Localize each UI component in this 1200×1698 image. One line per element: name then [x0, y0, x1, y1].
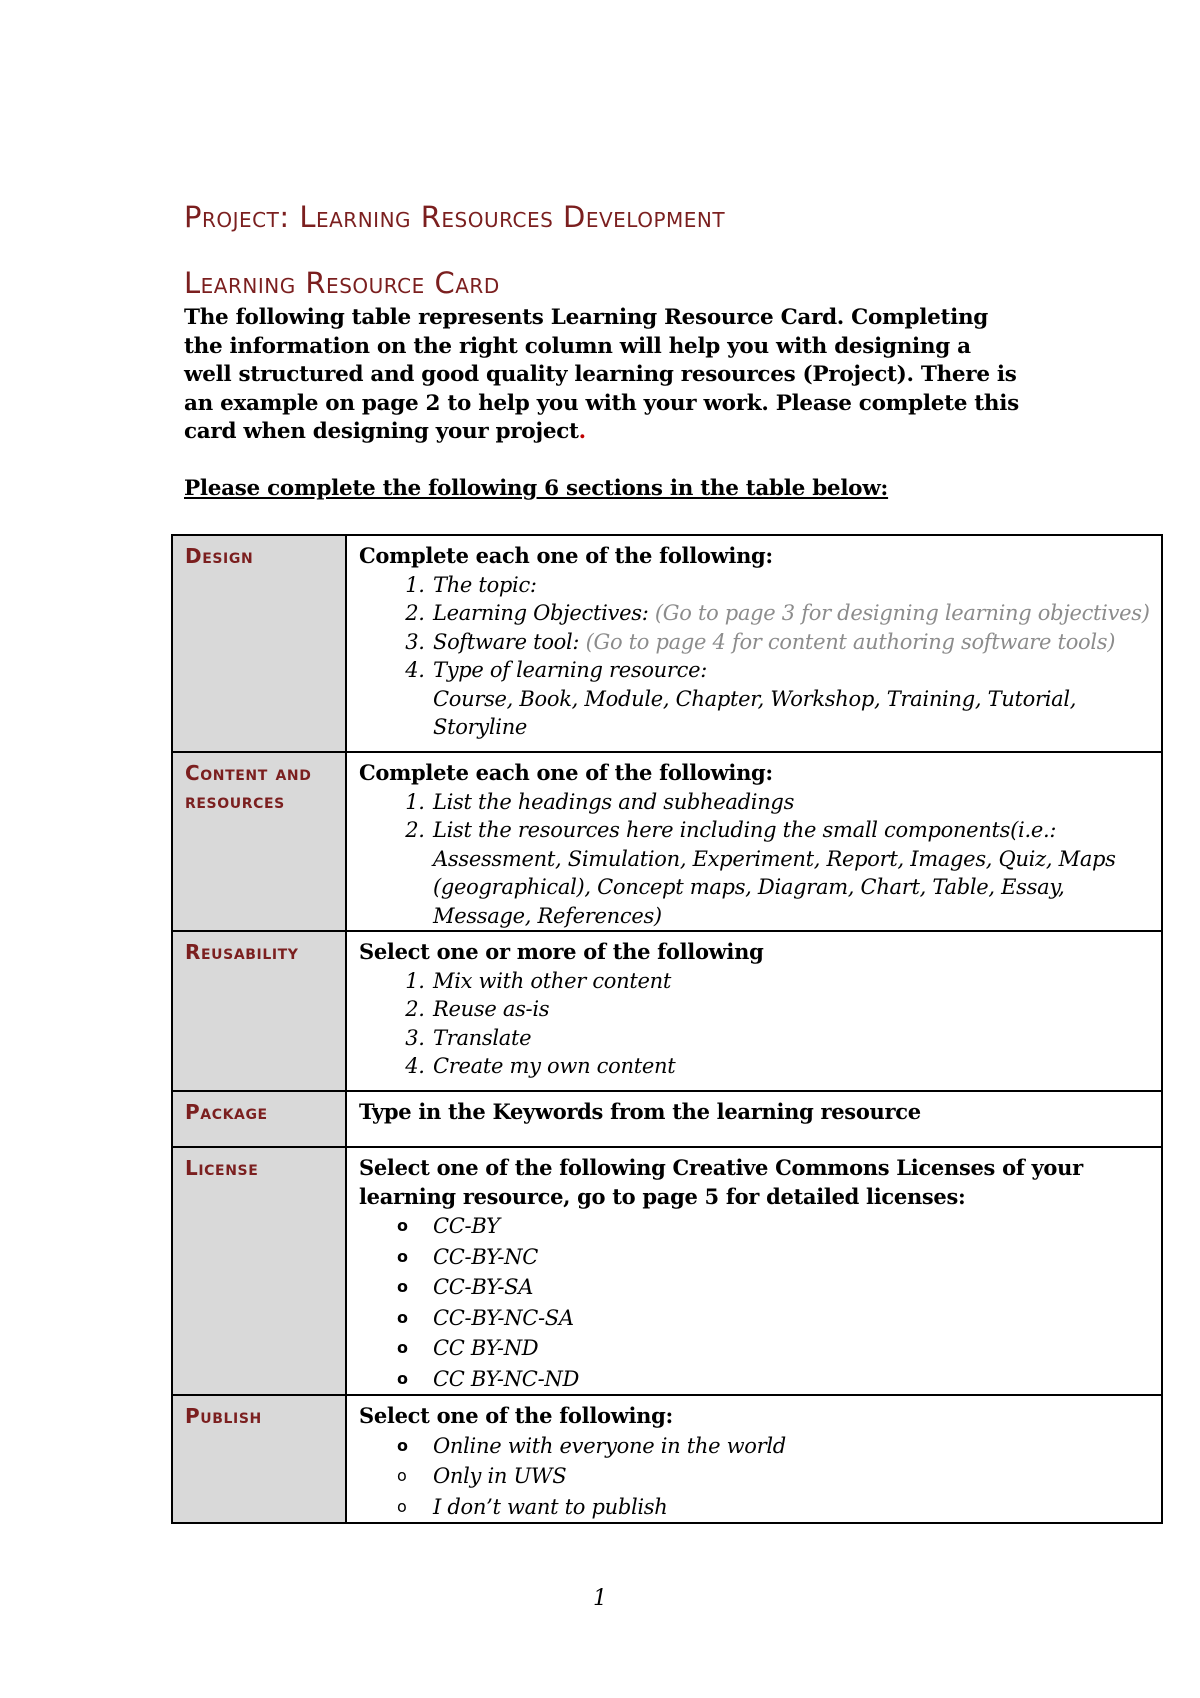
bullet-icon: o [397, 1246, 408, 1266]
option-text: CC-BY-NC-SA [433, 1305, 574, 1330]
list-item: 3. Translate [431, 1024, 1151, 1053]
learning-resource-card-table [171, 534, 1163, 1524]
license-option[interactable] [397, 1242, 1151, 1273]
table-row-design [172, 535, 1162, 752]
option-text: CC-BY-NC [433, 1244, 538, 1269]
option-text: Only in UWS [433, 1464, 567, 1488]
list-item [431, 628, 1151, 657]
item-note: (Go to page 4 for content authoring software tools) [585, 629, 1116, 654]
reusability-heading: Select one or more of the following [359, 939, 764, 964]
list-item: 1. Mix with other content [431, 967, 1151, 996]
design-list [359, 571, 1151, 685]
list-item: 2. List the resources here including the small components(i.e.: Assessment, Simulation, Experiment, Report, Images, Quiz, Maps (geographical), Concept maps, Diagram, Chart, Table, Essay, Message, References) [431, 816, 1151, 930]
bullet-icon: o [397, 1216, 408, 1235]
section-content-design[interactable] [346, 535, 1162, 752]
list-item [431, 599, 1151, 628]
item-text: Software tool: [433, 629, 586, 654]
table-row-license [172, 1147, 1162, 1395]
package-heading: Type in the Keywords from the learning resource [359, 1099, 921, 1124]
resource-types-line: Course, Book, Module, Chapter, Workshop, Training, Tutorial, Storyline [433, 686, 1077, 739]
section-content-package[interactable] [346, 1091, 1162, 1147]
bullet-icon: o [397, 1307, 408, 1327]
section-content-publish[interactable] [346, 1395, 1162, 1523]
section-content-reusability[interactable] [346, 931, 1162, 1091]
option-text: CC-BY-SA [433, 1275, 534, 1299]
section-label-publish: Publish [172, 1395, 346, 1523]
bullet-icon: o [397, 1496, 407, 1516]
design-heading: Complete each one of the following: [359, 543, 773, 568]
license-option[interactable] [397, 1272, 1151, 1303]
section-label-reusability: Reusability [172, 931, 346, 1091]
license-option[interactable] [397, 1364, 1151, 1395]
publish-option[interactable] [397, 1461, 1151, 1492]
document-title: Project: Learning Resources Development [184, 200, 726, 234]
bullet-icon: o [397, 1435, 408, 1455]
section-label-license: License [172, 1147, 346, 1395]
license-heading: Select one of the following Creative Commons Licenses of your learning resource, go to page 5 for detailed licenses: [359, 1155, 1083, 1209]
content-list [359, 788, 1151, 931]
intro-text: The following table represents Learning Resource Card. Completing the information on the right column will help you with designing a well structured and good quality learning resources (Project). There is an example on page 2 to help you with your work. Please complete this card when designing your project [184, 305, 1019, 444]
bullet-icon: o [397, 1338, 408, 1357]
card-title: Learning Resource Card [184, 266, 500, 300]
list-item: 4. Create my own content [431, 1052, 1151, 1081]
table-row-publish [172, 1395, 1162, 1523]
license-option[interactable] [397, 1211, 1151, 1242]
bullet-icon: o [397, 1466, 407, 1485]
list-item [431, 656, 1151, 685]
table-row-reusability [172, 931, 1162, 1091]
bullet-icon: o [397, 1277, 408, 1296]
option-text: CC BY-NC-ND [433, 1366, 579, 1391]
item-text: Learning Objectives: [433, 601, 655, 625]
option-text: CC-BY [433, 1214, 500, 1238]
section-label-content: Content and resources [172, 752, 346, 931]
license-option[interactable] [397, 1333, 1151, 1364]
section-content-content[interactable] [346, 752, 1162, 931]
publish-options [359, 1431, 1151, 1523]
reusability-list [359, 967, 1151, 1081]
intro-paragraph [184, 304, 1024, 447]
list-item [431, 571, 1151, 600]
publish-option[interactable] [397, 1431, 1151, 1462]
list-item: 2. Reuse as-is [431, 995, 1151, 1024]
item-note: (Go to page 3 for designing learning objectives) [654, 601, 1150, 625]
publish-heading: Select one of the following: [359, 1403, 673, 1428]
table-row-content [172, 752, 1162, 931]
publish-option[interactable] [397, 1492, 1151, 1523]
section-label-design: Design [172, 535, 346, 752]
item-text: Type of learning resource: [433, 658, 708, 682]
section-content-license[interactable] [346, 1147, 1162, 1395]
list-item: 1. List the headings and subheadings [431, 788, 1151, 817]
option-text: I don’t want to publish [433, 1494, 668, 1519]
section-label-package: Package [172, 1091, 346, 1147]
bullet-icon: o [397, 1368, 408, 1388]
option-text: CC BY-ND [433, 1336, 539, 1360]
item-text: The topic: [433, 572, 537, 597]
page-number: 1 [593, 1586, 607, 1611]
option-text: Online with everyone in the world [433, 1433, 786, 1458]
license-options [359, 1211, 1151, 1394]
intro-end-mark: . [578, 419, 586, 444]
table-instruction: Please complete the following 6 sections in the table below: [184, 476, 889, 501]
license-option[interactable] [397, 1303, 1151, 1334]
table-row-package [172, 1091, 1162, 1147]
content-heading: Complete each one of the following: [359, 760, 773, 785]
